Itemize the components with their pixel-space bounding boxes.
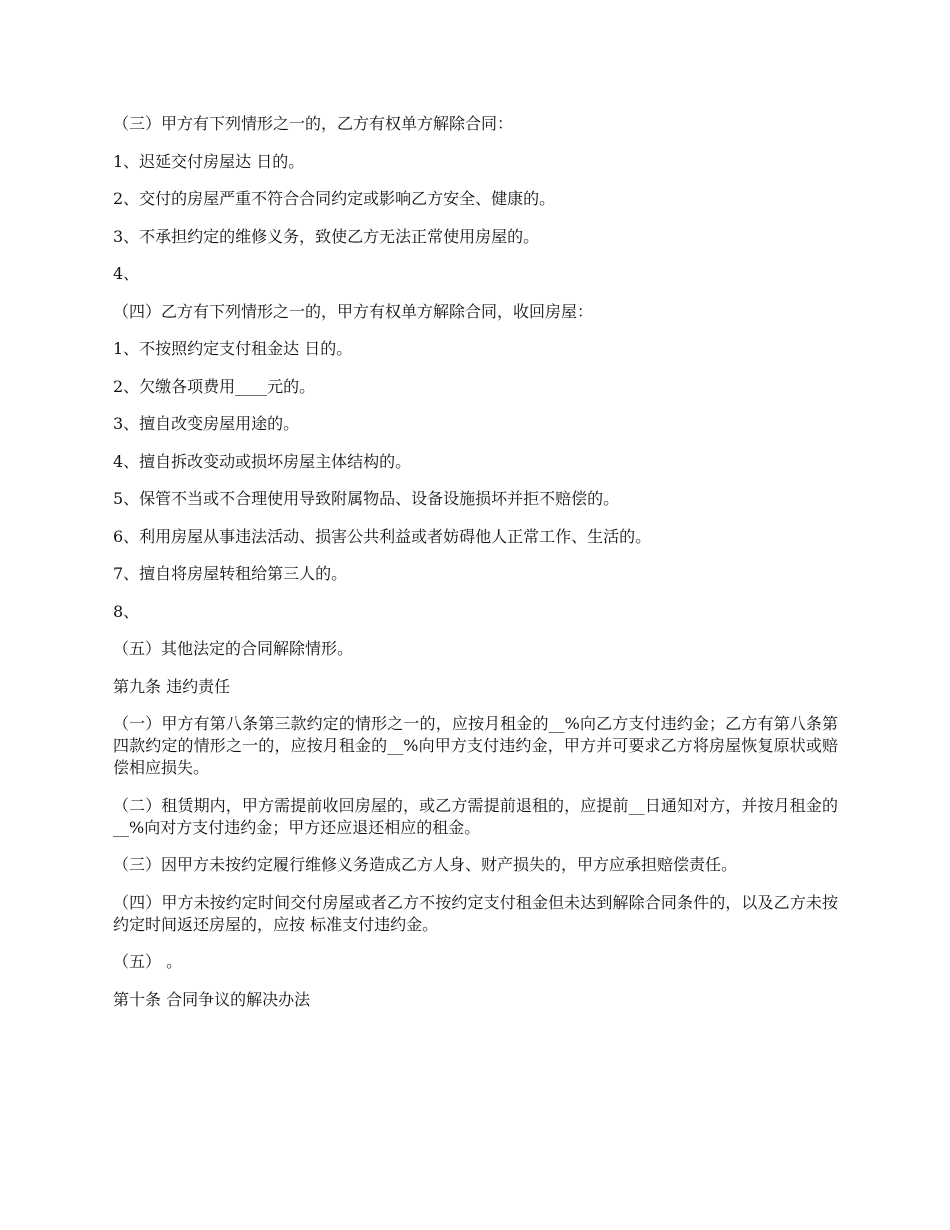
- clause-8-4-item-5: 5、保管不当或不合理使用导致附属物品、设备设施损坏并拒不赔偿的。: [113, 489, 620, 508]
- clause-9-4: （四）甲方未按约定时间交付房屋或者乙方不按约定支付租金但未达到解除合同条件的，以及乙方未按约定时间返还房屋的，应按 标准支付违约金。: [113, 892, 838, 934]
- clause-8-3-item-2: 2、交付的房屋严重不符合合同约定或影响乙方安全、健康的。: [113, 189, 556, 208]
- document-page: [113, 113, 838, 1026]
- clause-8-4-item-4: 4、擅自拆改变动或损坏房屋主体结构的。: [113, 451, 412, 471]
- article-9-title: 第九条 违约责任: [113, 676, 231, 696]
- clause-9-3: （三）因甲方未按约定履行维修义务造成乙方人身、财产损失的，甲方应承担赔偿责任。: [113, 855, 738, 874]
- article-10-title: 第十条 合同争议的解决办法: [113, 989, 311, 1009]
- clause-8-3-item-1: 1、迟延交付房屋达 日的。: [113, 151, 305, 171]
- clause-8-4-heading: （四）乙方有下列情形之一的，甲方有权单方解除合同，收回房屋：: [113, 301, 594, 321]
- clause-8-4-item-2: 2、欠缴各项费用____元的。: [113, 376, 316, 396]
- clause-8-4-item-8: 8、: [113, 601, 140, 621]
- clause-8-3-heading: （三）甲方有下列情形之一的，乙方有权单方解除合同：: [113, 114, 514, 133]
- clause-8-3-item-3: 3、不承担约定的维修义务，致使乙方无法正常使用房屋的。: [113, 226, 540, 246]
- clause-8-4-item-6: 6、利用房屋从事违法活动、损害公共利益或者妨碍他人正常工作、生活的。: [113, 526, 652, 546]
- clause-8-4-item-7: 7、擅自将房屋转租给第三人的。: [113, 564, 348, 583]
- clause-9-1: （一）甲方有第八条第三款约定的情形之一的，应按月租金的__%向乙方支付违约金；乙方有第八条第四款约定的情形之一的，应按月租金的__%向甲方支付违约金，甲方并可要求乙方将房屋恢复原状或赔偿相应损失。: [113, 714, 838, 777]
- clause-9-5: （五） 。: [113, 952, 183, 971]
- clause-8-5: （五）其他法定的合同解除情形。: [113, 639, 354, 658]
- clause-8-4-item-1: 1、不按照约定支付租金达 日的。: [113, 339, 353, 358]
- clause-8-3-item-4: 4、: [113, 264, 140, 283]
- clause-8-4-item-3: 3、擅自改变房屋用途的。: [113, 414, 300, 433]
- clause-9-2: （二）租赁期内，甲方需提前收回房屋的，或乙方需提前退租的，应提前__日通知对方，并按月租金的__%向对方支付违约金；甲方还应退还相应的租金。: [113, 795, 838, 837]
